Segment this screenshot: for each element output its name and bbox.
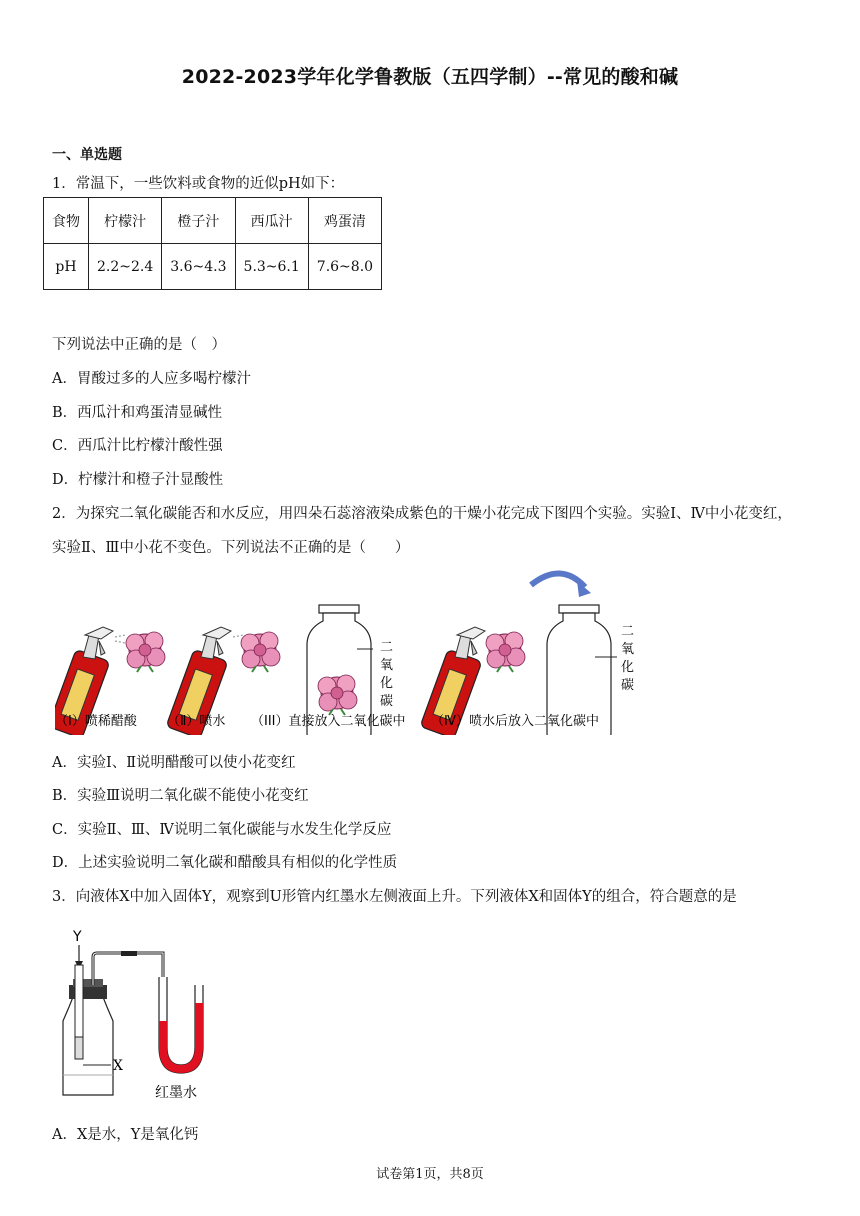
q3-stem: 3．向液体X中加入固体Y，观察到U形管内红墨水左侧液面上升。下列液体X和固体Y的组合，符合题意的是 [52, 889, 737, 905]
table-cell: 5.3~6.1 [235, 244, 308, 290]
q1-option-d: D．柠檬汁和橙子汁显酸性 [52, 472, 224, 488]
q2-option-a: A．实验Ⅰ、Ⅱ说明醋酸可以使小花变红 [52, 755, 296, 771]
jar-label-char: 二 [621, 624, 635, 639]
figure-caption-4: （Ⅳ）喷水后放入二氧化碳中 [431, 714, 599, 729]
jar-label-char: 碳 [380, 694, 394, 709]
label-y: Y [73, 929, 82, 945]
label-red-ink: 红墨水 [155, 1085, 197, 1101]
q3-apparatus-figure [55, 925, 225, 1105]
q1-question: 下列说法中正确的是（ ） [52, 337, 226, 353]
jar-label-char: 碳 [621, 678, 635, 693]
q2-stem-line1: 2．为探究二氧化碳能否和水反应，用四朵石蕊溶液染成紫色的干燥小花完成下图四个实验。实验Ⅰ、Ⅳ中小花变红， [52, 506, 792, 522]
table-cell: 西瓜汁 [235, 198, 308, 244]
table-cell: pH [44, 244, 89, 290]
table-cell: 橙子汁 [162, 198, 235, 244]
q2-option-d: D．上述实验说明二氧化碳和醋酸具有相似的化学性质 [52, 855, 398, 871]
ph-table [43, 197, 382, 290]
q3-option-a: A．X是水，Y是氧化钙 [52, 1127, 199, 1143]
table-cell: 7.6~8.0 [308, 244, 381, 290]
q1-stem: 1．常温下，一些饮料或食物的近似pH如下： [52, 176, 345, 192]
jar-label-char: 氧 [621, 642, 635, 657]
table-cell: 鸡蛋清 [308, 198, 381, 244]
figure-caption-2: （Ⅱ）喷水 [167, 714, 226, 729]
jar-label-char: 化 [621, 660, 635, 675]
figure-caption-3: （III）直接放入二氧化碳中 [251, 714, 406, 729]
section-heading: 一、单选题 [52, 147, 122, 163]
arrow-icon [531, 573, 585, 587]
q2-option-c: C．实验Ⅱ、Ⅲ、Ⅳ说明二氧化碳能与水发生化学反应 [52, 822, 392, 838]
q2-option-b: B．实验Ⅲ说明二氧化碳不能使小花变红 [52, 788, 309, 804]
table-cell: 食物 [44, 198, 89, 244]
table-cell: 柠檬汁 [89, 198, 162, 244]
label-x: X [113, 1058, 123, 1074]
table-cell: 2.2~2.4 [89, 244, 162, 290]
table-row [44, 198, 382, 244]
page-title: 2022-2023学年化学鲁教版（五四学制）--常见的酸和碱 [181, 66, 679, 88]
q1-option-a: A．胃酸过多的人应多喝柠檬汁 [52, 371, 251, 387]
page-footer: 试卷第1页，共8页 [376, 1167, 484, 1182]
q2-stem-line2: 实验Ⅱ、Ⅲ中小花不变色。下列说法不正确的是（ ） [52, 540, 410, 556]
table-row [44, 244, 382, 290]
jar-label-char: 氧 [380, 658, 394, 673]
jar-label-char: 二 [380, 640, 394, 655]
figure-caption-1: （I）喷稀醋酸 [55, 714, 137, 729]
q2-experiment-figure [55, 565, 655, 735]
jar-label-char: 化 [380, 676, 394, 691]
q1-option-c: C．西瓜汁比柠檬汁酸性强 [52, 438, 223, 454]
table-cell: 3.6~4.3 [162, 244, 235, 290]
q1-option-b: B．西瓜汁和鸡蛋清显碱性 [52, 405, 223, 421]
